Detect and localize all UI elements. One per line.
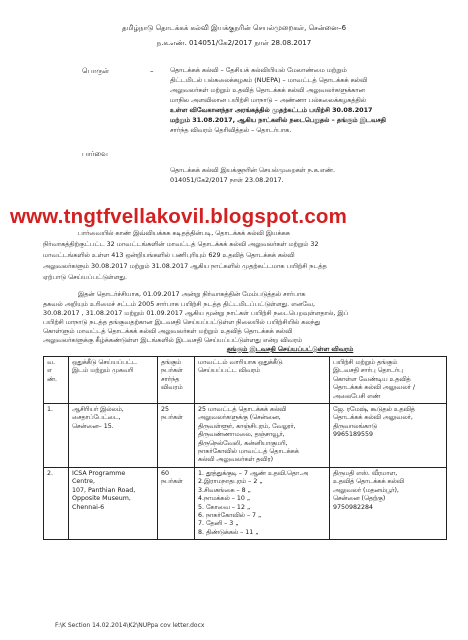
reference-line: 014051/கே2/2017 நாள் 23.08.2017. bbox=[170, 176, 284, 184]
paragraph-line: இதன் தொடர்ச்சியாக, 01.09.2017 அன்று நிர்வாகத்தின் மேம்படுத்தல் சார்பாக bbox=[78, 290, 306, 298]
header-text: இடவசதி சார்பு தொடர்பு bbox=[333, 367, 403, 375]
subject-dash: – bbox=[150, 67, 154, 75]
accommodation-table bbox=[43, 356, 447, 540]
paragraph-line: கொள்ளும் மாவட்டத் தொடக்கக் கல்வி அலுவலர்கள் மற்றும் உதவித் தொடக்கக் கல்வி bbox=[43, 327, 293, 335]
district-text: திருநெல்வேலி, கன்னியாகுமரி, bbox=[198, 439, 288, 447]
header-text: கொள்ள வேண்டிய உதவித் bbox=[333, 375, 411, 383]
paragraph-line: பார்வையில் காண் இவ்வியக்கக கடிதத்தின்படி, தொடக்கக் கல்வி இயக்கக bbox=[78, 229, 290, 237]
place-text: Chennai-6 bbox=[72, 503, 105, 511]
contact-text: திருவாலங்காடு bbox=[333, 422, 377, 430]
place-text: ICSA Programme bbox=[72, 469, 126, 477]
place-text: 107, Panthian Road, bbox=[72, 486, 136, 494]
paragraph-line: பயிற்சி மாநாடு நடத்த தங்குவதற்கான இடவசதி செய்யப்பட்டுள்ள நிலையில் பயிற்சியில் கலந்து bbox=[43, 318, 321, 326]
header-text: தங்கும் bbox=[161, 359, 182, 366]
district-text: அலுவலர்களுக்கு (சென்னை, bbox=[198, 414, 281, 422]
contact-text: 9965189559 bbox=[333, 431, 374, 439]
subject-line: திட்டமிடல் பல்கலைக்கழகம் (NUEPA) – மாவட்டத் தொடக்கக் கல்வி bbox=[170, 76, 368, 84]
subject-line: உள்ள விவேகானந்தா அரங்கத்தில் முதற்கட்டம் பயிற்சி 30.08.2017 bbox=[170, 106, 373, 114]
district-text: 25 மாவட்டத் தொடக்கக் கல்வி bbox=[198, 406, 287, 414]
district-text: 1. தூத்துக்குடி – 7 ஆண் உதவி.தொ.அ bbox=[198, 469, 309, 477]
subject-label: பொருள் bbox=[82, 67, 110, 75]
header-text: வ. bbox=[47, 359, 56, 366]
place-text: ஆசிரியர் இல்லம், bbox=[72, 406, 124, 414]
paragraph-line: நிர்வாகத்திற்குட்பட்ட 32 மாவட்டங்களின் மாவட்டத் தொடக்கக் கல்வி அலுவலர்கள் மற்றும் 32 bbox=[43, 240, 319, 248]
contact-text: ஜே. ரமேஷ், கூடுதல் உதவித் bbox=[333, 406, 415, 414]
header-text: விவரம் bbox=[161, 384, 183, 392]
cell-sno bbox=[44, 467, 69, 539]
district-text: 8. திண்டுக்கல் – 11 „ bbox=[198, 528, 259, 536]
header-text: எ bbox=[47, 367, 52, 375]
district-text: 5. கோவை – 12 „ bbox=[198, 503, 251, 511]
paragraph-line: 30.08.2017 , 31.08.2017 மற்றும் 01.09.2017 ஆகிய மூன்று நாட்கள் பயிற்சி நடைபெறவுள்ளதால், இப் bbox=[43, 309, 349, 317]
table-header-row bbox=[44, 357, 447, 404]
header-text: அலைபேசி எண் bbox=[333, 392, 381, 400]
table-row bbox=[44, 404, 447, 468]
header-sno bbox=[44, 357, 69, 404]
cell-contact bbox=[330, 404, 447, 468]
contact-text: அலுவலர் (மதனம்பூர்), bbox=[333, 486, 399, 494]
contact-text: தொடக்கக் கல்வி அலுவலர், bbox=[333, 414, 413, 422]
cell-sno bbox=[44, 404, 69, 468]
paragraph-line: மாவட்டங்களில் உள்ள 413 ஒன்றியங்களில் பணிபுரியும் 629 உதவித் தொடக்கக் கல்வி bbox=[43, 251, 295, 259]
header-contact bbox=[330, 357, 447, 404]
header-text: ஒதுக்கீடு செய்யப்பட்ட bbox=[72, 359, 137, 366]
place-text: சென்னை– 15. bbox=[72, 422, 114, 430]
district-text: 4.நாமக்கல் – 10 „ bbox=[198, 495, 251, 503]
table-title: தங்கும் இடவசதி செய்யப்பட்டுள்ள விவரம் bbox=[226, 345, 354, 353]
subject-line: மாநில அளவிலான பயிற்சி மாநாடு – அண்ணா பல்கலைக்கழகத்தில் bbox=[170, 96, 367, 104]
cell-place bbox=[69, 404, 158, 468]
reference-label: பார்வை bbox=[82, 150, 108, 158]
header-text: ண். bbox=[47, 375, 58, 383]
table-row bbox=[44, 467, 447, 539]
contact-text: 9750982284 bbox=[333, 503, 374, 511]
subject-line: சார்ந்த விவரம் தெரிவித்தல் – தொடர்பாக. bbox=[170, 126, 292, 134]
cell-persons bbox=[158, 404, 195, 468]
district-text: திருவள்ளூர், காஞ்சிபுரம், வேலூர், bbox=[198, 422, 296, 430]
watermark-url: www.tngtfvellakovil.blogspot.com bbox=[10, 205, 348, 228]
header-districts bbox=[195, 357, 330, 404]
reference-line: தொடக்கக் கல்வி இயக்குநரின் செயல்முறைகள் ந.க.எண். bbox=[170, 166, 335, 174]
subject-line: மற்றும் 31.08.2017, ஆகிய நாட்களில் நடைபெறுதல் – தங்கும் இடவசதி bbox=[170, 116, 386, 124]
contact-text: உதவித் தொடக்கக் கல்வி bbox=[333, 478, 404, 486]
office-heading: தமிழ்நாடு தொடக்கக் கல்வி இயக்குநரின் செயல்முறைகள், சென்னை–6 bbox=[121, 24, 347, 32]
cell-place bbox=[69, 467, 158, 539]
paragraph-line: ஏற்பாடு செய்யப்பட்டுள்ளது. bbox=[43, 273, 128, 281]
paragraph-line: அலுவலர்களுக்கு கீழ்க்கண்டுள்ள இடங்களில் இடவசதி செய்யப்பட்டுள்ளது என்ற விவரம் bbox=[43, 336, 303, 344]
cell-contact bbox=[330, 467, 447, 539]
sno-text: 1. bbox=[47, 406, 54, 414]
persons-text: நபர்கள் bbox=[161, 414, 183, 422]
header-persons bbox=[158, 357, 195, 404]
place-text: Opposite Museum, bbox=[72, 495, 131, 503]
persons-text: 60 bbox=[161, 469, 170, 477]
cell-persons bbox=[158, 467, 195, 539]
contact-text: திருமதி எஸ். வீரமாள, bbox=[333, 469, 398, 477]
paragraph-line: தகவல் அறியும் உரிமைச் சட்டம் 2005 சார்பாக பயிற்சி நடத்த திட்டமிடப்பட்டுள்ளது. எனவே, bbox=[43, 300, 316, 308]
subject-line: தொடக்கக் கல்வி – தேசியக் கல்வியியல் மேலாண்மை மற்றும் bbox=[170, 66, 347, 74]
district-text: 6. நாகர்கோவில் – 7 „ bbox=[198, 511, 262, 519]
persons-text: 25 bbox=[161, 406, 170, 414]
header-text: நபர்கள் bbox=[161, 367, 183, 375]
district-text: நாகர்கோவில் மாவட்டத் தொடக்கக் bbox=[198, 448, 299, 456]
persons-text: நபர்கள் bbox=[161, 478, 183, 486]
subject-line: அலுவலர்கள் மற்றும் உதவித் தொடக்கக் கல்வி அலுவலர்களுக்கான bbox=[170, 86, 365, 94]
cell-districts bbox=[195, 467, 330, 539]
header-text: இடம் மற்றும் முகவரி bbox=[72, 367, 134, 375]
place-text: Centre, bbox=[72, 478, 96, 486]
sno-text: 2. bbox=[47, 469, 54, 477]
header-place bbox=[69, 357, 158, 404]
contact-text: சென்னை (தெற்கு) bbox=[333, 495, 386, 503]
district-text: 2.இராமநாதபுரம் – 2 „ bbox=[198, 478, 263, 486]
paragraph-line: அலுவலர்களும் 30.08.2017 மற்றும் 31.08.2017 ஆகிய நாட்களில் முதற்கட்டமாக பயிற்சி நடத்த bbox=[43, 262, 327, 270]
header-text: சார்ந்த bbox=[161, 375, 180, 383]
header-text: தொடக்கக் கல்வி அலுவலர் / bbox=[333, 384, 415, 392]
footer-file-path: F:\K Section 14.02.2014\K2\NUPpa cov letter.docx bbox=[55, 622, 205, 629]
reference-number: ந.க.எண். 014051/கே2/2017 நாள் 28.08.2017 bbox=[156, 39, 312, 47]
district-text: கல்வி அலுவலர்கள் தவிர) bbox=[198, 456, 274, 464]
cell-districts bbox=[195, 404, 330, 468]
header-text: செய்யப்பட்ட விவரம் bbox=[198, 367, 261, 375]
place-text: சைதாப்பேட்டை, bbox=[72, 414, 121, 422]
header-text: மாவட்டம் வாரியாக ஒதுக்கீடு bbox=[198, 359, 283, 366]
district-text: 3.சிவகங்கை – 8 „ bbox=[198, 486, 251, 494]
district-text: 7. தேனி – 3 „ bbox=[198, 520, 239, 528]
district-text: திருவண்ணாமலை, தஞ்சாவூர், bbox=[198, 431, 285, 439]
header-text: பயிற்சி மற்றும் தங்கும் bbox=[333, 359, 398, 366]
